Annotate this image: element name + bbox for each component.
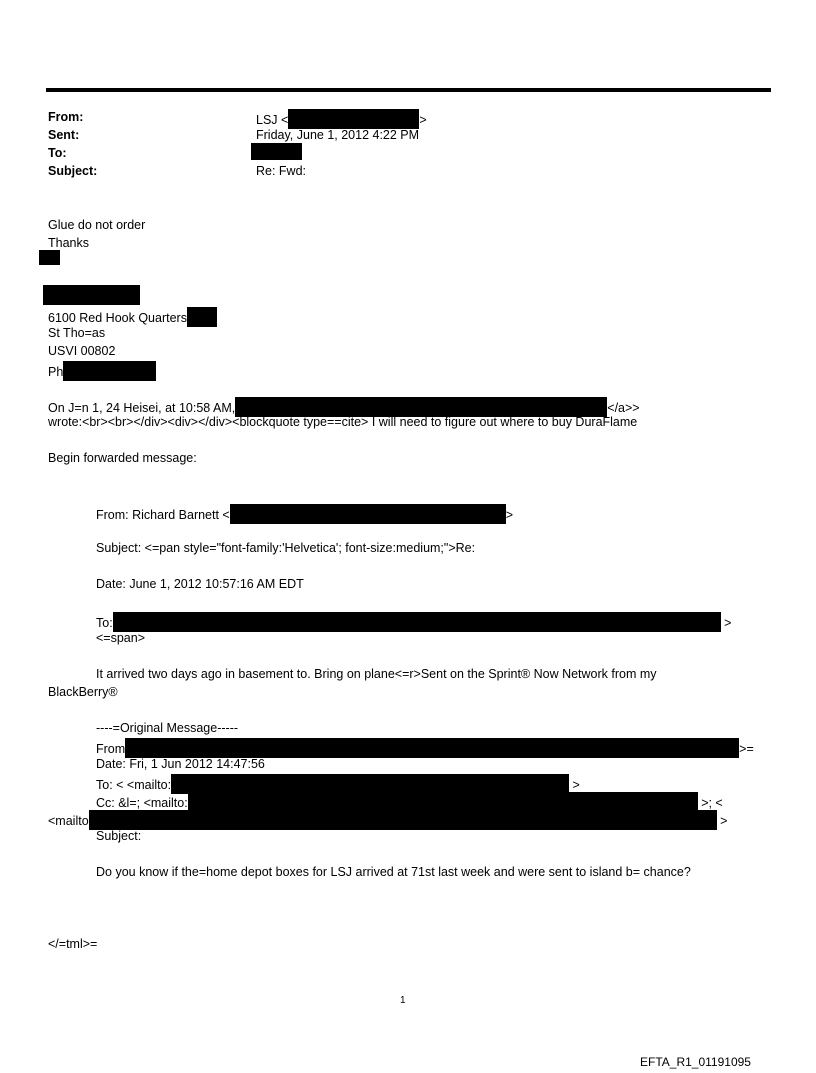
on-line-suffix: </a>> <box>607 401 640 415</box>
fwd-date: Date: June 1, 2012 10:57:16 AM EDT <box>96 577 304 591</box>
redaction <box>89 810 717 830</box>
phone-line <box>48 361 156 381</box>
original-from <box>96 738 754 758</box>
begin-forwarded: Begin forwarded message: <box>48 451 197 465</box>
fwd-message-line-1: It arrived two days ago in basement to. Bring on plane<=r>Sent on the Sprint® Now Network from my <box>96 667 657 681</box>
fwd-from-prefix: From: Richard Barnett < <box>96 508 230 522</box>
original-from-prefix: From <box>96 742 126 756</box>
original-to-suffix: > <box>572 778 580 792</box>
signature-redaction <box>39 250 60 265</box>
fwd-subject: Subject: <=pan style="font-family:'Helvetica'; font-size:medium;">Re: <box>96 541 476 555</box>
address-line-3: USVI 00802 <box>48 344 116 358</box>
redaction <box>125 738 739 758</box>
subject-label: Subject: <box>48 164 98 178</box>
document-id: EFTA_R1_01191095 <box>640 1055 751 1069</box>
from-value <box>256 109 427 129</box>
fwd-span-close: <=span> <box>96 631 146 645</box>
body-line-glue: Glue do not order <box>48 218 146 232</box>
fwd-message-line-2: BlackBerry® <box>48 685 118 699</box>
wrote-line: wrote:<br><br></div><div></div><blockquote type==cite> I will need to figure out where to buy DuraFlame <box>48 415 638 429</box>
from-label: From: <box>48 110 84 124</box>
fwd-from <box>96 504 513 524</box>
original-heading: ----=Original Message----- <box>96 721 239 735</box>
subject-value: Re: Fwd: <box>256 164 307 178</box>
on-line-prefix: On J=n 1, 24 Heisei, at 10:58 AM, <box>48 401 236 415</box>
page-number: 1 <box>400 995 406 1006</box>
name-redaction <box>43 285 140 305</box>
original-cc-suffix: >; < <box>701 796 723 810</box>
fwd-to <box>96 612 731 632</box>
original-cc-prefix: Cc: &l=; <mailto: <box>96 796 188 810</box>
original-to-prefix: To: < <mailto: <box>96 778 172 792</box>
body-line-thanks: Thanks <box>48 236 89 250</box>
fwd-to-prefix: To: <box>96 616 113 630</box>
phone-prefix: Ph <box>48 365 64 379</box>
closing-tag: </=tml>= <box>48 937 98 951</box>
address-line-1-text: 6100 Red Hook Quarters <box>48 311 187 325</box>
redaction <box>63 361 156 381</box>
to-label: To: <box>48 146 67 160</box>
original-from-suffix: >= <box>739 742 754 756</box>
redaction <box>171 774 569 794</box>
sent-label: Sent: <box>48 128 80 142</box>
original-subject: Subject: <box>96 829 142 843</box>
sent-value: Friday, June 1, 2012 4:22 PM <box>256 128 420 142</box>
redaction <box>187 307 217 327</box>
original-mailto-prefix: <mailto <box>48 814 89 828</box>
to-redaction <box>251 143 302 160</box>
redaction <box>288 109 419 129</box>
redaction <box>188 792 698 812</box>
from-value-text: LSJ < <box>256 113 289 127</box>
header-rule <box>46 88 771 92</box>
address-line-2: St Tho=as <box>48 326 106 340</box>
from-value-tail: > <box>419 113 427 127</box>
original-question: Do you know if the=home depot boxes for LSJ arrived at 71st last week and were sent to island b= chance? <box>96 865 691 879</box>
fwd-from-suffix: > <box>505 508 514 522</box>
original-cc <box>96 792 723 812</box>
original-mailto-suffix: > <box>720 814 728 828</box>
address-line-1 <box>48 307 217 327</box>
original-mailto <box>48 810 727 830</box>
redaction <box>230 504 506 524</box>
original-date: Date: Fri, 1 Jun 2012 14:47:56 <box>96 757 265 771</box>
redaction <box>113 612 721 632</box>
original-to <box>96 774 580 794</box>
fwd-to-suffix: > <box>724 616 732 630</box>
